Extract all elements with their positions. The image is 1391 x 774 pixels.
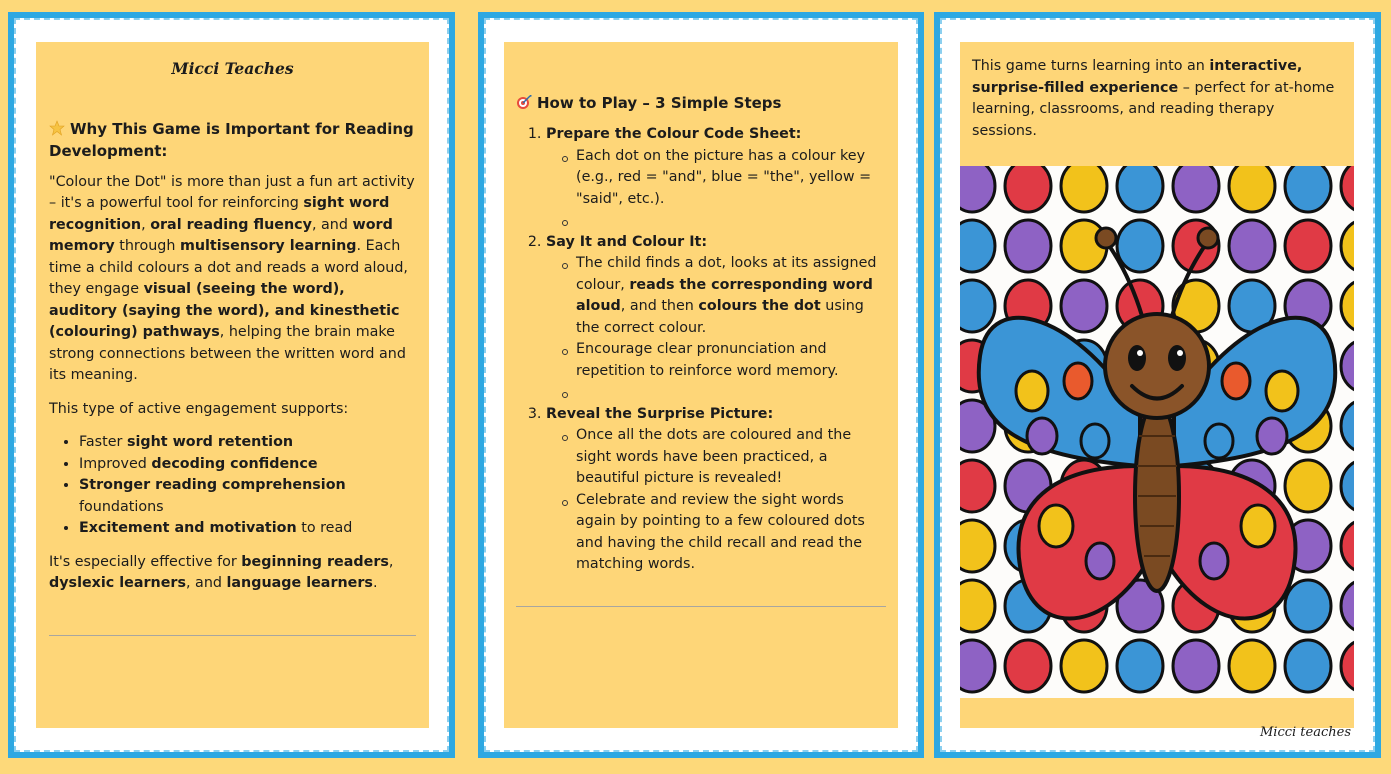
list-item-empty <box>576 382 886 404</box>
color-dot <box>1117 220 1163 272</box>
color-dot <box>1061 166 1107 212</box>
bold-text: oral reading fluency <box>150 216 312 233</box>
bold-text: reads the corresponding word aloud <box>576 276 873 314</box>
color-dot <box>1005 220 1051 272</box>
step-details <box>546 146 886 232</box>
color-dot <box>1285 460 1331 512</box>
color-dot <box>960 460 995 512</box>
how-to-play-heading: How to Play – 3 Simple Steps <box>516 92 886 114</box>
color-dot <box>1341 340 1354 392</box>
step-title: Reveal the Surprise Picture: <box>546 405 774 422</box>
color-dot <box>960 580 995 632</box>
text: foundations <box>79 498 164 515</box>
step-details <box>546 425 886 576</box>
color-dot <box>960 166 995 212</box>
bold-text: language learners <box>226 575 373 591</box>
color-dot <box>1341 400 1354 452</box>
color-dot <box>1285 220 1331 272</box>
text: through <box>114 238 180 254</box>
text: using the correct colour. <box>576 298 864 336</box>
color-dot <box>1341 166 1354 212</box>
text: The child finds a dot, looks at its assigned colour, <box>576 255 877 293</box>
list-item <box>576 146 886 211</box>
list-item <box>576 339 886 382</box>
divider <box>516 606 886 607</box>
text: . Each time a child colours a dot and reads a word aloud, they engage <box>49 238 408 297</box>
step-item <box>546 232 886 404</box>
bold-text: colours the dot <box>698 298 821 314</box>
bold-text: sight word retention <box>126 434 294 450</box>
bold-text: word memory <box>49 216 393 254</box>
color-dot <box>960 520 995 572</box>
importance-card <box>36 42 429 728</box>
text: to read <box>296 520 353 536</box>
benefit-list <box>49 432 416 540</box>
text: Celebrate and review the sight words again by pointing to a few coloured dots and having the child recall and read the matching words. <box>576 491 865 572</box>
color-dot <box>1229 220 1275 272</box>
step-details <box>546 253 886 404</box>
list-item <box>79 454 416 476</box>
color-dot <box>1173 166 1219 212</box>
color-dot <box>1341 220 1354 272</box>
color-dot <box>1285 580 1331 632</box>
text: – perfect for at-home learning, classrooms, and reading therapy sessions. <box>972 79 1335 139</box>
bold-text: Excitement and motivation <box>79 520 297 536</box>
color-dot <box>1341 460 1354 512</box>
intro-paragraph <box>972 56 1342 142</box>
bold-text: multisensory learning <box>179 238 357 254</box>
color-dot <box>1005 166 1051 212</box>
bold-text: decoding confidence <box>151 455 318 472</box>
text: Each dot on the picture has a colour key (e.g., red = "and", blue = "the", yellow = "said", etc.). <box>576 147 872 207</box>
list-item-empty <box>576 210 886 232</box>
step-item <box>546 124 886 232</box>
bold-text: sight word recognition <box>49 195 390 233</box>
text: , and then <box>620 298 699 314</box>
effectiveness-paragraph <box>49 552 416 595</box>
text: , helping the brain make strong connections between the written word and its meaning. <box>49 324 406 383</box>
info-panel-how-to-play <box>478 12 924 758</box>
text: Faster <box>79 434 127 450</box>
bold-text: dyslexic learners <box>49 575 186 591</box>
importance-heading: Why This Game is Important for Reading Development: <box>49 119 414 160</box>
bold-text: Stronger reading comprehension <box>79 477 346 493</box>
text: , <box>388 553 394 570</box>
color-dot <box>1229 640 1275 692</box>
text: Improved <box>79 455 152 472</box>
bold-text: visual (seeing the word), auditory (saying the word), and kinesthetic (colouring) pathways <box>49 281 400 340</box>
target-icon <box>516 94 532 110</box>
text: Once all the dots are coloured and the sight words have been practiced, a beautiful picture is revealed! <box>576 427 852 486</box>
color-dot <box>1341 280 1354 332</box>
steps-list <box>516 124 886 576</box>
color-dot <box>960 220 995 272</box>
list-item <box>576 253 886 339</box>
color-dot <box>1061 280 1107 332</box>
bold-text: beginning readers <box>241 553 389 570</box>
brand-title: Micci Teaches <box>171 59 294 78</box>
list-item <box>576 425 886 490</box>
info-panel-picture <box>934 12 1381 758</box>
text: , and <box>185 575 227 591</box>
text: , and <box>311 216 353 233</box>
color-dot <box>1285 640 1331 692</box>
step-title: Prepare the Colour Code Sheet: <box>546 126 802 142</box>
step-item <box>546 404 886 576</box>
step-title: Say It and Colour It: <box>546 233 708 250</box>
color-dot <box>1285 166 1331 212</box>
text: This game turns learning into an <box>972 58 1210 74</box>
engagement-lead: This type of active engagement supports: <box>49 400 349 417</box>
how-to-play-card <box>504 42 898 728</box>
butterfly-dot-art <box>960 166 1354 698</box>
butterfly-illustration <box>960 166 1354 698</box>
color-dot <box>1229 166 1275 212</box>
text: It's especially effective for <box>49 553 242 570</box>
color-dot <box>1117 640 1163 692</box>
text: , <box>141 216 151 233</box>
color-dot <box>1173 640 1219 692</box>
color-dot <box>1005 640 1051 692</box>
divider <box>49 635 416 636</box>
list-item <box>79 518 416 540</box>
info-panel-importance <box>8 12 455 758</box>
importance-paragraph <box>49 172 416 387</box>
color-dot <box>1341 640 1354 692</box>
star-icon <box>49 120 65 136</box>
color-dot <box>1341 580 1354 632</box>
text: Encourage clear pronunciation and repetition to reinforce word memory. <box>576 341 839 379</box>
color-dot <box>1117 166 1163 212</box>
color-dot <box>960 280 995 332</box>
color-dot <box>1341 520 1354 572</box>
list-item <box>79 475 416 518</box>
footer-signature: Micci teaches <box>1259 725 1351 740</box>
bold-text: interactive, surprise-filled experience <box>972 58 1303 96</box>
list-item <box>576 490 886 576</box>
color-dot <box>960 640 995 692</box>
color-dot <box>1061 640 1107 692</box>
list-item <box>79 432 416 454</box>
text: . <box>372 575 378 591</box>
text: "Colour the Dot" is more than just a fun art activity – it's a powerful tool for reinforcing <box>49 173 415 211</box>
